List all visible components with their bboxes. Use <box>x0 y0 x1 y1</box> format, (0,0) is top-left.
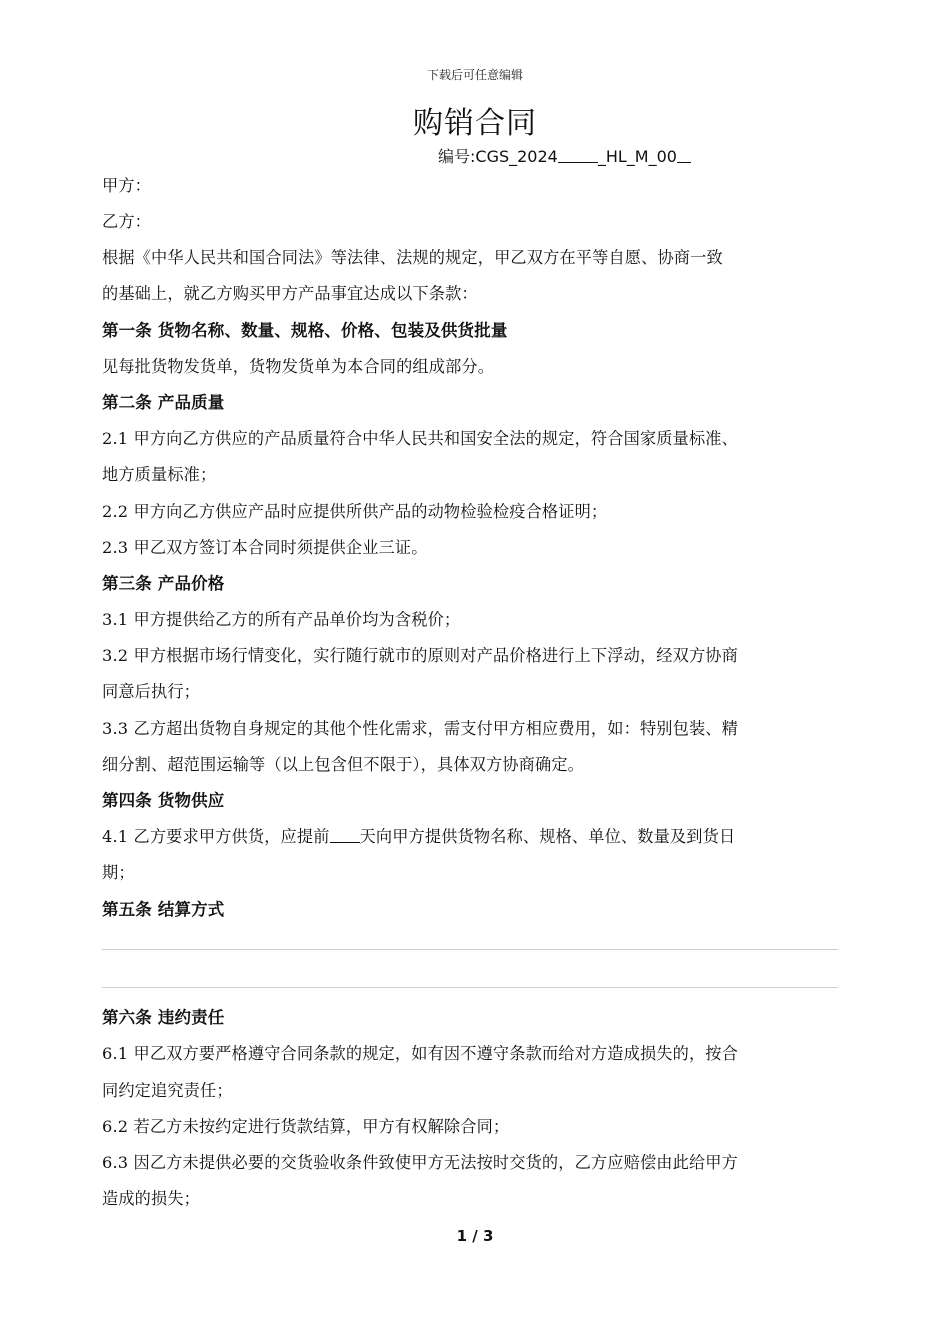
header-note: 下载后可任意编辑 <box>426 68 523 82</box>
contract-number <box>438 144 691 167</box>
clause-2-3: 2.3 甲乙双方签订本合同时须提供企业三证。 <box>102 538 428 557</box>
clause-2-1: 2.1 甲方向乙方供应的产品质量符合中华人民共和国安全法的规定，符合国家质量标准、 <box>102 429 738 448</box>
clause-4-1-before: 4.1 乙方要求甲方供货，应提前 <box>102 827 330 846</box>
intro-line-1: 根据《中华人民共和国合同法》等法律、法规的规定，甲乙双方在平等自愿、协商一致 <box>102 248 723 267</box>
clause-4-1 <box>102 823 735 847</box>
clause-6-3: 6.3 因乙方未提供必要的交货验收条件致使甲方无法按时交货的，乙方应赔偿由此给甲方 <box>102 1153 738 1172</box>
clause-3-2-cont: 同意后执行； <box>102 682 201 701</box>
clause-6-2: 6.2 若乙方未按约定进行货款结算，甲方有权解除合同； <box>102 1117 510 1136</box>
page-number: 1 / 3 <box>456 1227 494 1245</box>
settlement-blank-line-2 <box>102 987 838 988</box>
clause-6-3-cont: 造成的损失； <box>102 1189 201 1208</box>
article-1-heading: 第一条 货物名称、数量、规格、价格、包装及供货批量 <box>102 321 508 340</box>
clause-3-2: 3.2 甲方根据市场行情变化，实行随行就市的原则对产品价格进行上下浮动，经双方协商 <box>102 646 738 665</box>
article-4-heading: 第四条 货物供应 <box>102 791 225 810</box>
article-1-body: 见每批货物发货单，货物发货单为本合同的组成部分。 <box>102 357 495 376</box>
clause-2-1-cont: 地方质量标准； <box>102 465 217 484</box>
days-blank <box>330 828 360 843</box>
article-2-heading: 第二条 产品质量 <box>102 393 225 412</box>
party-b-label: 乙方： <box>102 212 152 231</box>
document-title: 购销合同 <box>413 106 537 141</box>
clause-4-1-after: 天向甲方提供货物名称、规格、单位、数量及到货日 <box>359 827 736 846</box>
contract-number-middle: _HL_M_00 <box>597 147 677 166</box>
article-3-heading: 第三条 产品价格 <box>102 574 225 593</box>
clause-3-3: 3.3 乙方超出货物自身规定的其他个性化需求，需支付甲方相应费用，如：特别包装、精 <box>102 719 738 738</box>
article-6-heading: 第六条 违约责任 <box>102 1008 225 1027</box>
number-blank-end <box>677 148 691 163</box>
clause-4-1-cont: 期； <box>102 863 135 882</box>
number-blank <box>558 148 598 163</box>
party-a-label: 甲方： <box>102 176 152 195</box>
article-5-heading: 第五条 结算方式 <box>102 900 225 919</box>
intro-line-2: 的基础上，就乙方购买甲方产品事宜达成以下条款： <box>102 284 478 303</box>
clause-3-3-cont: 细分割、超范围运输等（以上包含但不限于），具体双方协商确定。 <box>102 755 585 774</box>
contract-number-prefix: 编号:CGS_2024 <box>438 147 558 166</box>
clause-6-1-cont: 同约定追究责任； <box>102 1081 233 1100</box>
settlement-blank-line-1 <box>102 949 838 950</box>
clause-2-2: 2.2 甲方向乙方供应产品时应提供所供产品的动物检验检疫合格证明； <box>102 502 608 521</box>
clause-3-1: 3.1 甲方提供给乙方的所有产品单价均为含税价； <box>102 610 461 629</box>
clause-6-1: 6.1 甲乙双方要严格遵守合同条款的规定，如有因不遵守条款而给对方造成损失的，按合 <box>102 1044 738 1063</box>
